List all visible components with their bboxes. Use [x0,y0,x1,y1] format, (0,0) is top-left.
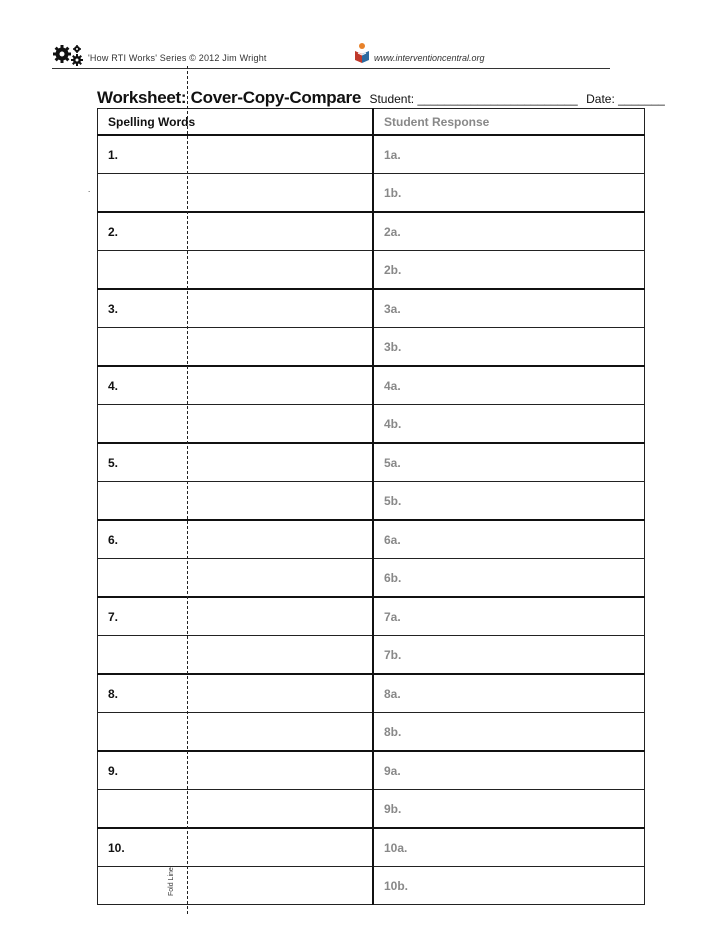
spelling-word-blank-cell [98,328,374,367]
series-credit: 'How RTI Works' Series © 2012 Jim Wright [88,53,267,63]
spelling-word-cell[interactable]: 5. [98,443,374,482]
student-response-cell[interactable]: 6b. [373,559,645,598]
spelling-word-cell[interactable]: 10. [98,828,374,867]
student-response-cell[interactable]: 5b. [373,482,645,521]
website-url: www.interventioncentral.org [374,53,485,63]
table-row [98,443,645,482]
spelling-word-cell[interactable]: 2. [98,212,374,251]
table-row [98,289,645,328]
table-row [98,135,645,174]
spelling-word-cell[interactable]: 4. [98,366,374,405]
spelling-word-cell[interactable]: 1. [98,135,374,174]
student-response-cell[interactable]: 6a. [373,520,645,559]
fold-line [187,66,188,914]
student-response-cell[interactable]: 8a. [373,674,645,713]
student-response-cell[interactable]: 2a. [373,212,645,251]
student-response-cell[interactable]: 1b. [373,174,645,213]
student-response-cell[interactable]: 9a. [373,751,645,790]
table-row [98,828,645,867]
spelling-word-blank-cell [98,867,374,905]
student-response-cell[interactable]: 10b. [373,867,645,905]
spelling-word-blank-cell [98,405,374,444]
spelling-word-cell[interactable]: 7. [98,597,374,636]
student-response-cell[interactable]: 5a. [373,443,645,482]
student-response-cell[interactable]: 3a. [373,289,645,328]
worksheet-title-line [97,88,665,108]
student-response-cell[interactable]: 2b. [373,251,645,290]
student-response-cell[interactable]: 8b. [373,713,645,752]
spelling-word-cell[interactable]: 8. [98,674,374,713]
student-name-field: Student: ________________________ [369,92,578,106]
spelling-word-blank-cell [98,790,374,829]
fold-line-label: Fold Line [168,867,175,896]
table-row [98,713,645,752]
worksheet-title: Worksheet: Cover-Copy-Compare [97,88,361,107]
table-row [98,251,645,290]
spelling-word-cell[interactable]: 6. [98,520,374,559]
table-row [98,366,645,405]
date-field: Date: _______ [586,92,665,106]
table-row [98,174,645,213]
ccc-table [97,108,645,905]
table-header-row [98,109,645,136]
spelling-word-blank-cell [98,251,374,290]
table-row [98,751,645,790]
table-row [98,212,645,251]
student-response-cell[interactable]: 7a. [373,597,645,636]
table-row [98,790,645,829]
student-response-cell[interactable]: 4a. [373,366,645,405]
table-row [98,482,645,521]
table-row [98,674,645,713]
table-row [98,636,645,675]
spelling-word-cell[interactable]: 3. [98,289,374,328]
intervention-central-logo [354,42,370,64]
student-response-cell[interactable]: 7b. [373,636,645,675]
spelling-word-blank-cell [98,713,374,752]
student-response-cell[interactable]: 10a. [373,828,645,867]
page-header [52,44,610,69]
student-response-cell[interactable]: 4b. [373,405,645,444]
header-spelling-words: Spelling Words [98,109,374,136]
gears-icon [52,44,84,66]
spelling-word-blank-cell [98,636,374,675]
stray-mark: . [88,185,91,194]
table-row [98,520,645,559]
table-row [98,328,645,367]
table-row [98,559,645,598]
header-student-response: Student Response [373,109,645,136]
student-response-cell[interactable]: 3b. [373,328,645,367]
spelling-word-blank-cell [98,174,374,213]
spelling-word-blank-cell [98,482,374,521]
spelling-word-blank-cell [98,559,374,598]
student-response-cell[interactable]: 1a. [373,135,645,174]
table-row [98,867,645,905]
student-response-cell[interactable]: 9b. [373,790,645,829]
table-row [98,597,645,636]
table-row [98,405,645,444]
spelling-word-cell[interactable]: 9. [98,751,374,790]
